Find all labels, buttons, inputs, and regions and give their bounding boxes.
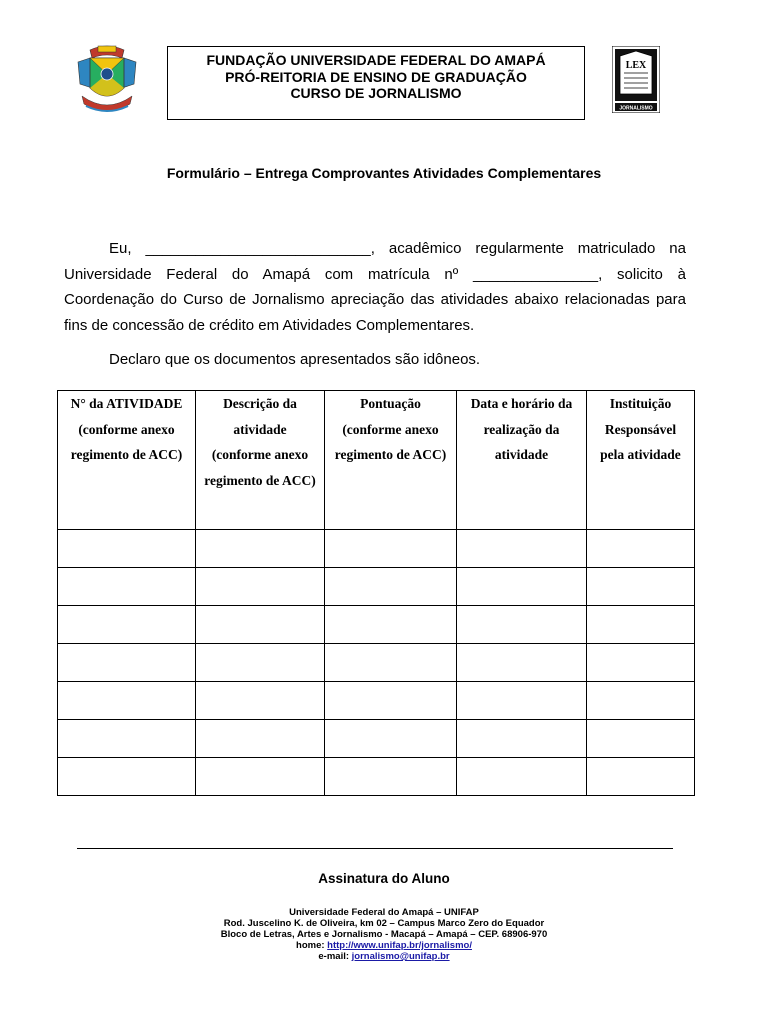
footer-home — [0, 940, 768, 951]
table-cell[interactable] — [196, 530, 325, 568]
table-cell[interactable] — [457, 644, 587, 682]
table-cell[interactable] — [587, 682, 695, 720]
footer-home-label: home: — [296, 940, 328, 951]
table-cell[interactable] — [58, 682, 196, 720]
table-row — [58, 758, 695, 796]
table-cell[interactable] — [196, 644, 325, 682]
table-row — [58, 606, 695, 644]
signature-label: Assinatura do Aluno — [318, 871, 450, 886]
table-cell[interactable] — [325, 682, 457, 720]
header-line-1: FUNDAÇÃO UNIVERSIDADE FEDERAL DO AMAPÁ — [206, 52, 546, 68]
paragraph-line-3: Coordenação do Curso de Jornalismo apreciação das atividades abaixo relacionadas para — [64, 291, 686, 308]
header-line-2: PRÓ-REITORIA DE ENSINO DE GRADUAÇÃO — [225, 68, 527, 85]
footer-email-label: e-mail: — [318, 951, 352, 962]
footer — [0, 907, 768, 962]
table-cell[interactable] — [457, 530, 587, 568]
table-cell[interactable] — [457, 720, 587, 758]
table-cell[interactable] — [58, 606, 196, 644]
table-cell[interactable] — [58, 644, 196, 682]
table-cell[interactable] — [587, 530, 695, 568]
table-cell[interactable] — [587, 568, 695, 606]
table-cell[interactable] — [58, 720, 196, 758]
table-cell[interactable] — [325, 644, 457, 682]
table-body — [58, 530, 695, 796]
table-cell[interactable] — [457, 606, 587, 644]
table-cell[interactable] — [587, 644, 695, 682]
footer-email — [0, 951, 768, 962]
table-cell[interactable] — [196, 682, 325, 720]
table-row — [58, 568, 695, 606]
header-activity-number: N° da ATIVIDADE (conforme anexo regimento de ACC) — [58, 391, 196, 530]
table-cell[interactable] — [457, 758, 587, 796]
paragraph-line-1: Eu, ___________________________, acadêmico regularmente matriculado na — [109, 240, 686, 257]
paragraph-line-2: Universidade Federal do Amapá com matrícula nº _______________, solicito à — [64, 265, 686, 283]
table-cell[interactable] — [325, 720, 457, 758]
table-row — [58, 682, 695, 720]
form-title: Formulário – Entrega Comprovantes Atividades Complementares — [166, 165, 602, 181]
table-cell[interactable] — [325, 568, 457, 606]
footer-line-1: Universidade Federal do Amapá – UNIFAP — [289, 907, 479, 918]
lex-logo-text: LEX — [625, 60, 647, 71]
unifap-crest-icon — [76, 44, 138, 116]
table-header-row — [58, 391, 695, 530]
table-cell[interactable] — [587, 758, 695, 796]
header-score: Pontuação (conforme anexo regimento de ACC) — [325, 391, 457, 530]
activities-table — [57, 390, 695, 796]
header-date-time: Data e horário da realização da atividade — [457, 391, 587, 530]
table-row — [58, 530, 695, 568]
header-institution: Instituição Responsável pela atividade — [587, 391, 695, 530]
table-cell[interactable] — [587, 606, 695, 644]
footer-line-3: Bloco de Letras, Artes e Jornalismo - Macapá – Amapá – CEP. 68906-970 — [220, 929, 548, 940]
footer-home-link[interactable]: http://www.unifap.br/jornalismo/ — [327, 940, 472, 951]
lex-jornalismo-logo-icon — [612, 46, 660, 113]
table-cell[interactable] — [58, 758, 196, 796]
footer-email-link[interactable]: jornalismo@unifap.br — [351, 951, 450, 962]
table-cell[interactable] — [196, 568, 325, 606]
table-cell[interactable] — [325, 606, 457, 644]
table-cell[interactable] — [196, 720, 325, 758]
table-row — [58, 720, 695, 758]
request-paragraph — [64, 236, 686, 338]
declaration-text: Declaro que os documentos apresentados são idôneos. — [109, 351, 481, 368]
institution-header — [167, 46, 585, 120]
footer-line-2: Rod. Juscelino K. de Oliveira, km 02 – Campus Marco Zero do Equador — [223, 918, 545, 929]
jornalismo-logo-text: JORNALISMO — [619, 105, 653, 112]
table-cell[interactable] — [196, 758, 325, 796]
table-cell[interactable] — [325, 530, 457, 568]
table-cell[interactable] — [587, 720, 695, 758]
header-line-3: CURSO DE JORNALISMO — [290, 85, 462, 101]
table-cell[interactable] — [457, 682, 587, 720]
table-cell[interactable] — [196, 606, 325, 644]
table-cell[interactable] — [58, 568, 196, 606]
table-cell[interactable] — [325, 758, 457, 796]
paragraph-line-4: fins de concessão de crédito em Atividades Complementares. — [64, 316, 475, 334]
table-row — [58, 644, 695, 682]
header-activity-description: Descrição da atividade (conforme anexo regimento de ACC) — [196, 391, 325, 530]
signature-line — [77, 848, 673, 849]
table-cell[interactable] — [58, 530, 196, 568]
table-cell[interactable] — [457, 568, 587, 606]
